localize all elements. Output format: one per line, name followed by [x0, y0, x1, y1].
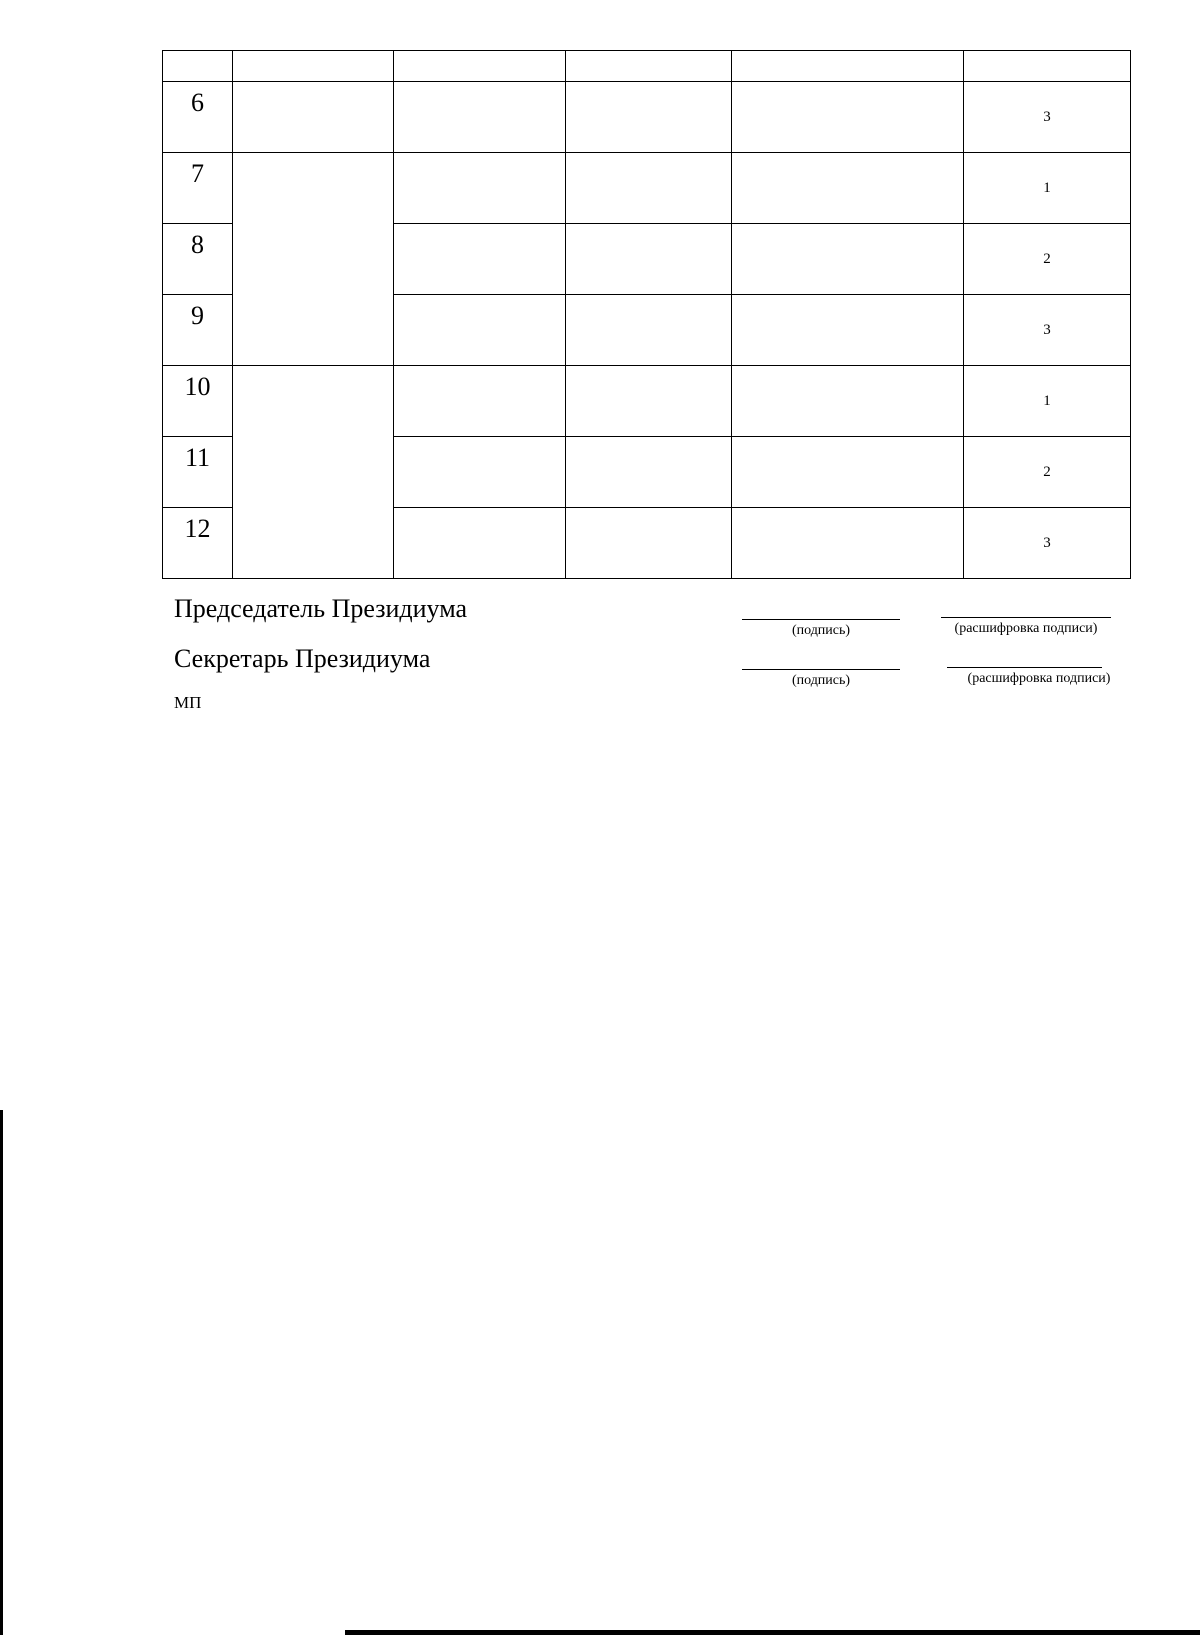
row-number: 10 [163, 366, 233, 437]
table-cell [566, 224, 732, 295]
points-cell: 3 [964, 295, 1131, 366]
chairman-decoding-caption: (расшифровка подписи) [954, 621, 1098, 636]
table-cell [394, 224, 566, 295]
table-cell [732, 82, 964, 153]
table-row [163, 366, 1131, 437]
table-cell [732, 437, 964, 508]
table-cell [233, 51, 394, 82]
table-cell [394, 366, 566, 437]
chairman-role-label: Председатель Президиума [174, 594, 468, 623]
row-number: 6 [163, 82, 233, 153]
seal-mark-label: МП [174, 693, 202, 712]
table-cell [566, 508, 732, 579]
table-cell [732, 508, 964, 579]
table-row [163, 153, 1131, 224]
table-cell [394, 153, 566, 224]
results-table [162, 50, 1131, 579]
scan-edge-left [0, 1110, 3, 1635]
secretary-decoding-line[interactable] [947, 667, 1102, 668]
row-number: 12 [163, 508, 233, 579]
table-cell [566, 153, 732, 224]
group-cell [233, 366, 394, 579]
points-cell: 3 [964, 82, 1131, 153]
scan-edge-bottom [345, 1630, 1200, 1635]
secretary-decoding-caption: (расшифровка подписи) [967, 671, 1111, 686]
table-header-row [163, 51, 1131, 82]
table-cell [394, 508, 566, 579]
points-cell: 1 [964, 153, 1131, 224]
points-cell: 1 [964, 366, 1131, 437]
table-row [163, 82, 1131, 153]
table-cell [566, 82, 732, 153]
chairman-signature-line[interactable] [742, 619, 900, 620]
table-cell [566, 366, 732, 437]
secretary-signature-line[interactable] [742, 669, 900, 670]
table-cell [394, 295, 566, 366]
row-number: 7 [163, 153, 233, 224]
group-cell [233, 153, 394, 366]
row-number: 9 [163, 295, 233, 366]
chairman-signature-caption: (подпись) [791, 623, 851, 638]
table-cell [566, 295, 732, 366]
table-cell [732, 224, 964, 295]
table-cell [163, 51, 233, 82]
table-cell [732, 153, 964, 224]
table-cell [394, 51, 566, 82]
group-cell [233, 82, 394, 153]
table-cell [732, 295, 964, 366]
points-cell: 2 [964, 224, 1131, 295]
row-number: 11 [163, 437, 233, 508]
table-cell [732, 51, 964, 82]
points-cell: 3 [964, 508, 1131, 579]
table-cell [964, 51, 1131, 82]
chairman-decoding-line[interactable] [941, 617, 1111, 618]
secretary-role-label: Секретарь Президиума [174, 644, 431, 673]
secretary-signature-caption: (подпись) [791, 673, 851, 688]
table-cell [566, 51, 732, 82]
points-cell: 2 [964, 437, 1131, 508]
row-number: 8 [163, 224, 233, 295]
table-cell [394, 437, 566, 508]
table-cell [566, 437, 732, 508]
table-cell [394, 82, 566, 153]
table-cell [732, 366, 964, 437]
